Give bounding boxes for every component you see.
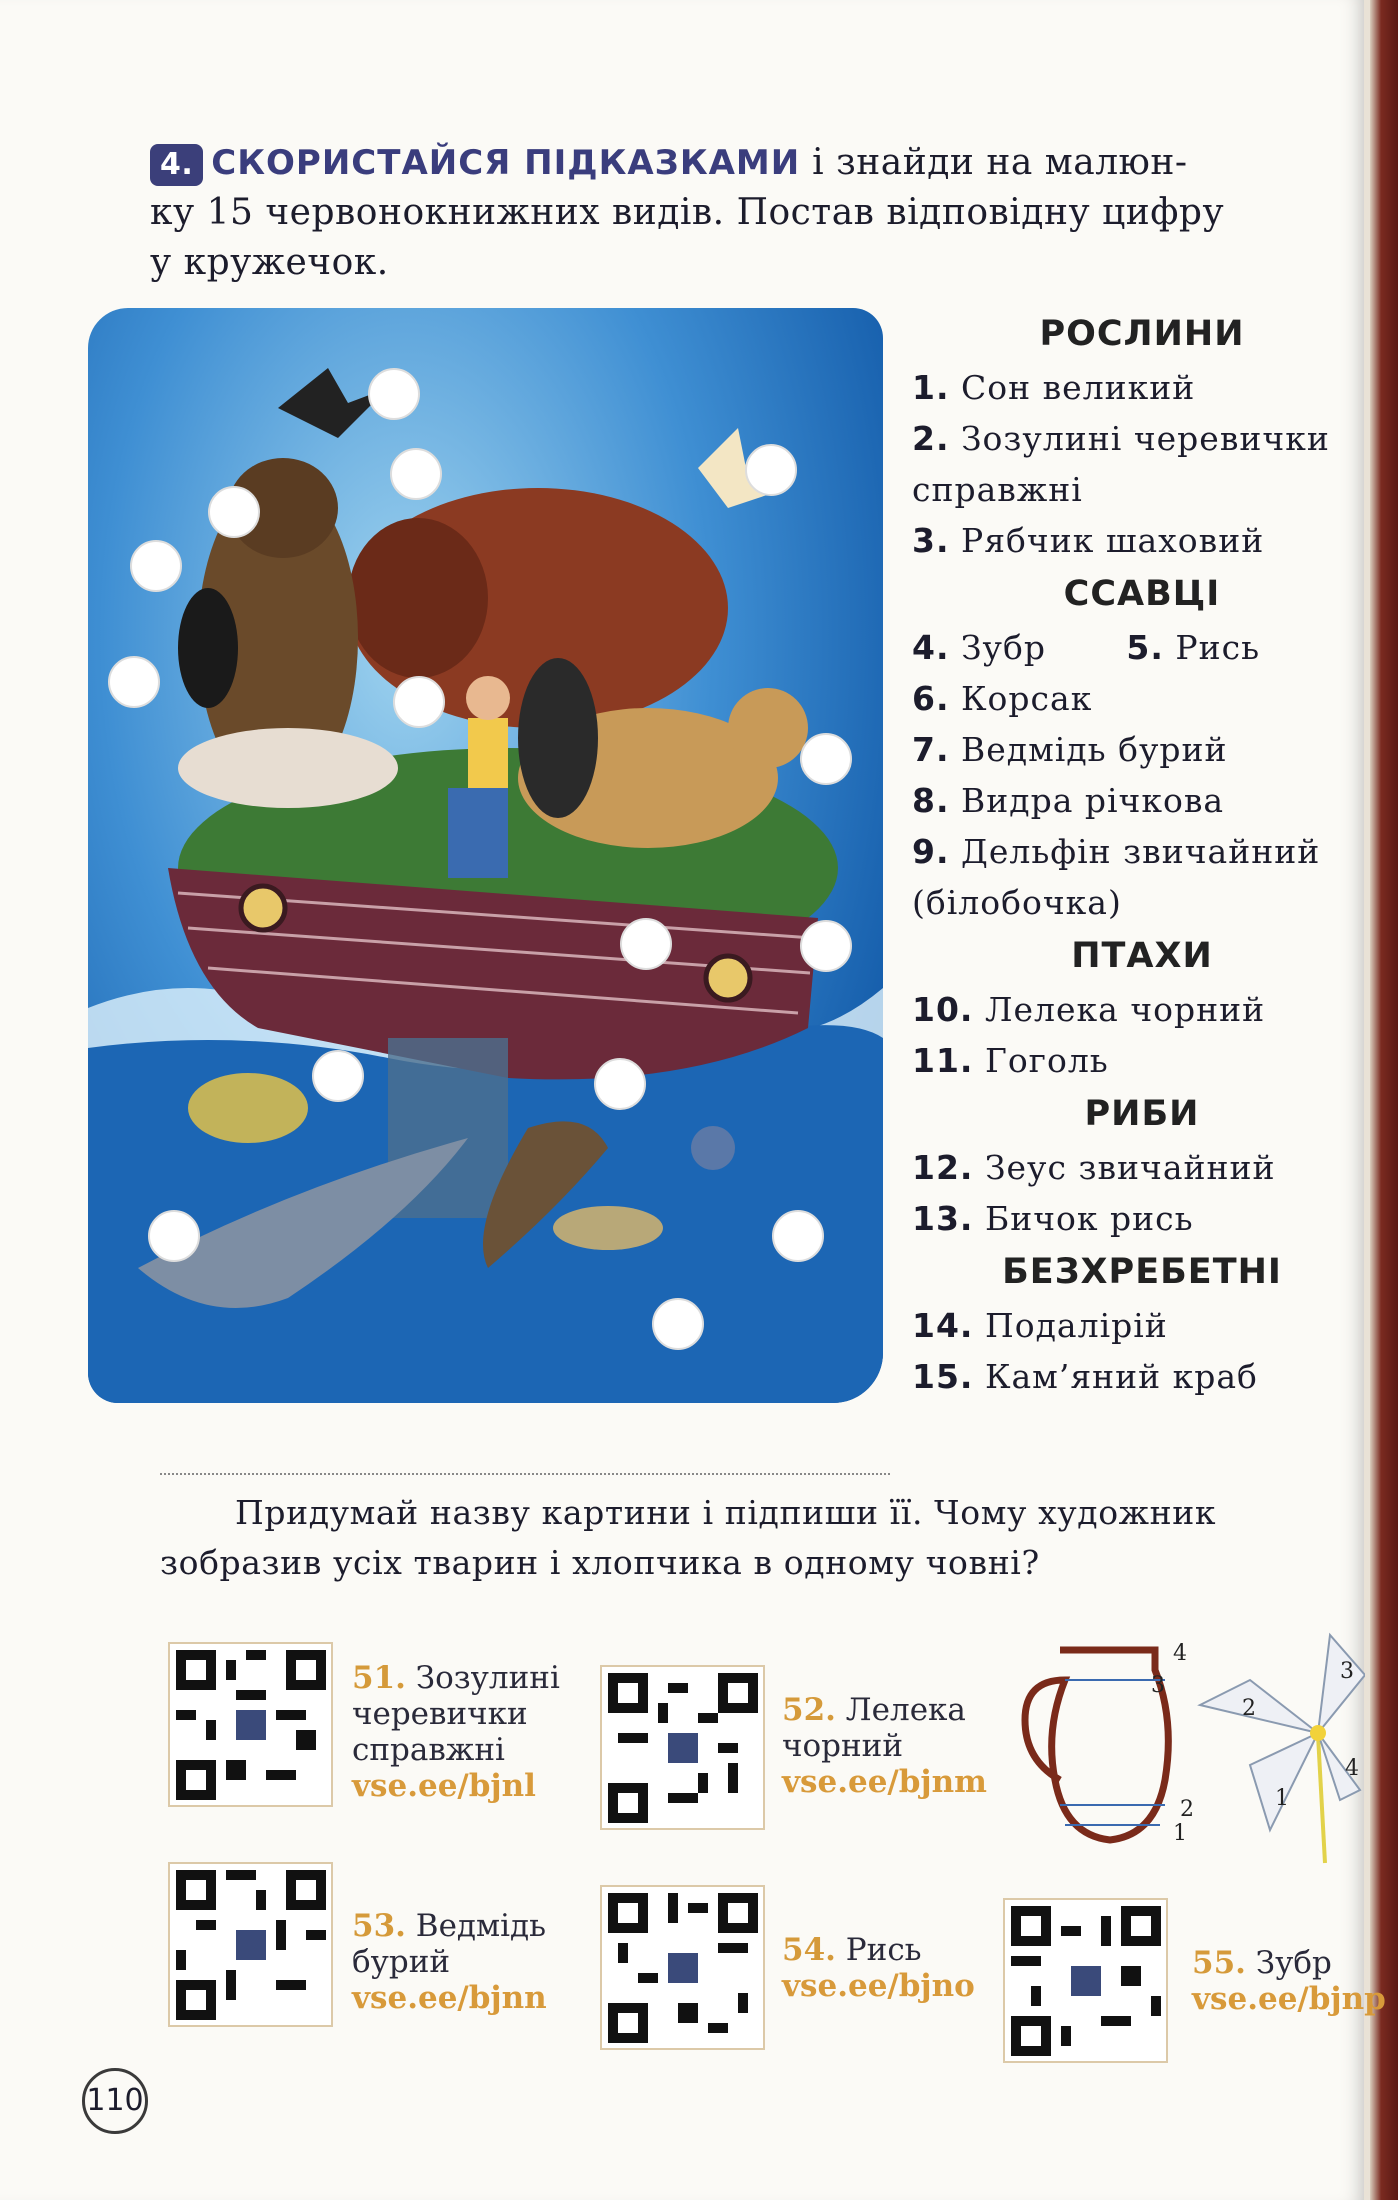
qr-link-52[interactable]: vse.ee/bjnm bbox=[782, 1764, 987, 1800]
answer-circle[interactable] bbox=[800, 920, 852, 972]
qr-caption-51: 51. Зозулині черевички справжні vse.ee/bjnl bbox=[352, 1660, 560, 1804]
answer-circle[interactable] bbox=[652, 1298, 704, 1350]
pinwheel-icon bbox=[1190, 1615, 1365, 1865]
answer-circle[interactable] bbox=[620, 918, 672, 970]
list-item: 6. Корсак bbox=[912, 679, 1093, 718]
species-list bbox=[912, 306, 1372, 1402]
section-title-plants: РОСЛИНИ bbox=[1039, 314, 1245, 354]
list-item: 2. Зозулині черевички bbox=[912, 419, 1330, 458]
jug-label: 3 bbox=[1151, 1673, 1165, 1698]
qr-caption-53: 53. Ведмідь бурий vse.ee/bjnn bbox=[352, 1908, 547, 2016]
qr-pattern-icon bbox=[608, 1673, 758, 1823]
answer-circle[interactable] bbox=[390, 448, 442, 500]
qr-code-53[interactable] bbox=[168, 1862, 333, 2027]
list-item: 15. Кам’яний краб bbox=[912, 1357, 1258, 1396]
jug-label: 4 bbox=[1173, 1641, 1187, 1666]
list-item: 13. Бичок рись bbox=[912, 1199, 1194, 1238]
answer-circle[interactable] bbox=[148, 1210, 200, 1262]
pinwheel-label: 2 bbox=[1242, 1696, 1256, 1721]
discussion-question: Придумай назву картини і підпиши її. Чому художник зобразив усіх тварин і хлопчика в одному човні? bbox=[160, 1493, 1217, 1582]
task-text-1: і знайди на малюн- bbox=[800, 142, 1188, 183]
jug-label: 2 bbox=[1180, 1797, 1194, 1822]
list-item: 10. Лелека чорний bbox=[912, 990, 1266, 1029]
jug-label: 1 bbox=[1173, 1821, 1187, 1846]
jug-icon bbox=[1005, 1640, 1205, 1850]
list-item: 3. Рябчик шаховий bbox=[912, 521, 1265, 560]
answer-circle[interactable] bbox=[208, 486, 260, 538]
answer-circle[interactable] bbox=[745, 444, 797, 496]
section-title-invertebrates: БЕЗХРЕБЕТНІ bbox=[1002, 1252, 1282, 1292]
divider bbox=[160, 1473, 890, 1475]
answer-circle[interactable] bbox=[393, 676, 445, 728]
qr-code-51[interactable] bbox=[168, 1642, 333, 1807]
answer-circle[interactable] bbox=[800, 733, 852, 785]
answer-circle[interactable] bbox=[368, 368, 420, 420]
list-item: 9. Дельфін звичайний bbox=[912, 832, 1321, 871]
answer-circle[interactable] bbox=[108, 656, 160, 708]
qr-code-55[interactable] bbox=[1003, 1898, 1168, 2063]
task-text-2: ку 15 червонокнижних видів. Постав відповідну цифру bbox=[150, 192, 1225, 233]
qr-caption-54: 54. Рись vse.ee/bjno bbox=[782, 1932, 975, 2004]
qr-link-51[interactable]: vse.ee/bjnl bbox=[352, 1768, 536, 1804]
section-title-mammals: ССАВЦІ bbox=[1063, 574, 1221, 614]
list-item: 11. Гоголь bbox=[912, 1041, 1109, 1080]
list-item: (білобочка) bbox=[912, 883, 1122, 922]
qr-link-53[interactable]: vse.ee/bjnn bbox=[352, 1980, 547, 2016]
answer-circle[interactable] bbox=[130, 540, 182, 592]
task-heading: СКОРИСТАЙСЯ ПІДКАЗКАМИ bbox=[211, 143, 801, 183]
task-text-3: у кружечок. bbox=[150, 242, 389, 283]
qr-pattern-icon bbox=[608, 1893, 758, 2043]
answer-circle[interactable] bbox=[594, 1058, 646, 1110]
list-item: 12. Зеус звичайний bbox=[912, 1148, 1276, 1187]
qr-link-55[interactable]: vse.ee/bjnp bbox=[1192, 1981, 1386, 2017]
ark-illustration bbox=[88, 308, 883, 1403]
section-title-fish: РИБИ bbox=[1084, 1094, 1200, 1134]
task-instructions bbox=[150, 138, 1375, 288]
list-item: 7. Ведмідь бурий bbox=[912, 730, 1228, 769]
qr-code-54[interactable] bbox=[600, 1885, 765, 2050]
qr-pattern-icon bbox=[1011, 1906, 1161, 2056]
pinwheel-label: 3 bbox=[1340, 1659, 1354, 1684]
qr-caption-55: 55. Зубр vse.ee/bjnp bbox=[1192, 1945, 1386, 2017]
answer-circle[interactable] bbox=[312, 1050, 364, 1102]
section-title-birds: ПТАХИ bbox=[1071, 936, 1213, 976]
page-edge bbox=[1370, 0, 1398, 2200]
list-item: 1. Сон великий bbox=[912, 368, 1196, 407]
qr-code-52[interactable] bbox=[600, 1665, 765, 1830]
list-item: 8. Видра річкова bbox=[912, 781, 1225, 820]
list-item: 14. Подалірій bbox=[912, 1306, 1168, 1345]
task-number-badge: 4. bbox=[150, 144, 203, 186]
list-item: справжні bbox=[912, 470, 1083, 509]
qr-pattern-icon bbox=[176, 1870, 326, 2020]
pinwheel-label: 4 bbox=[1345, 1756, 1359, 1781]
page-number: 110 bbox=[82, 2068, 148, 2134]
qr-caption-52: 52. Лелека чорний vse.ee/bjnm bbox=[782, 1692, 987, 1800]
qr-link-54[interactable]: vse.ee/bjno bbox=[782, 1968, 975, 2004]
list-item: 4. Зубр 5. Рись bbox=[912, 628, 1261, 667]
pinwheel-label: 1 bbox=[1275, 1786, 1289, 1811]
answer-circle[interactable] bbox=[772, 1210, 824, 1262]
qr-pattern-icon bbox=[176, 1650, 326, 1800]
